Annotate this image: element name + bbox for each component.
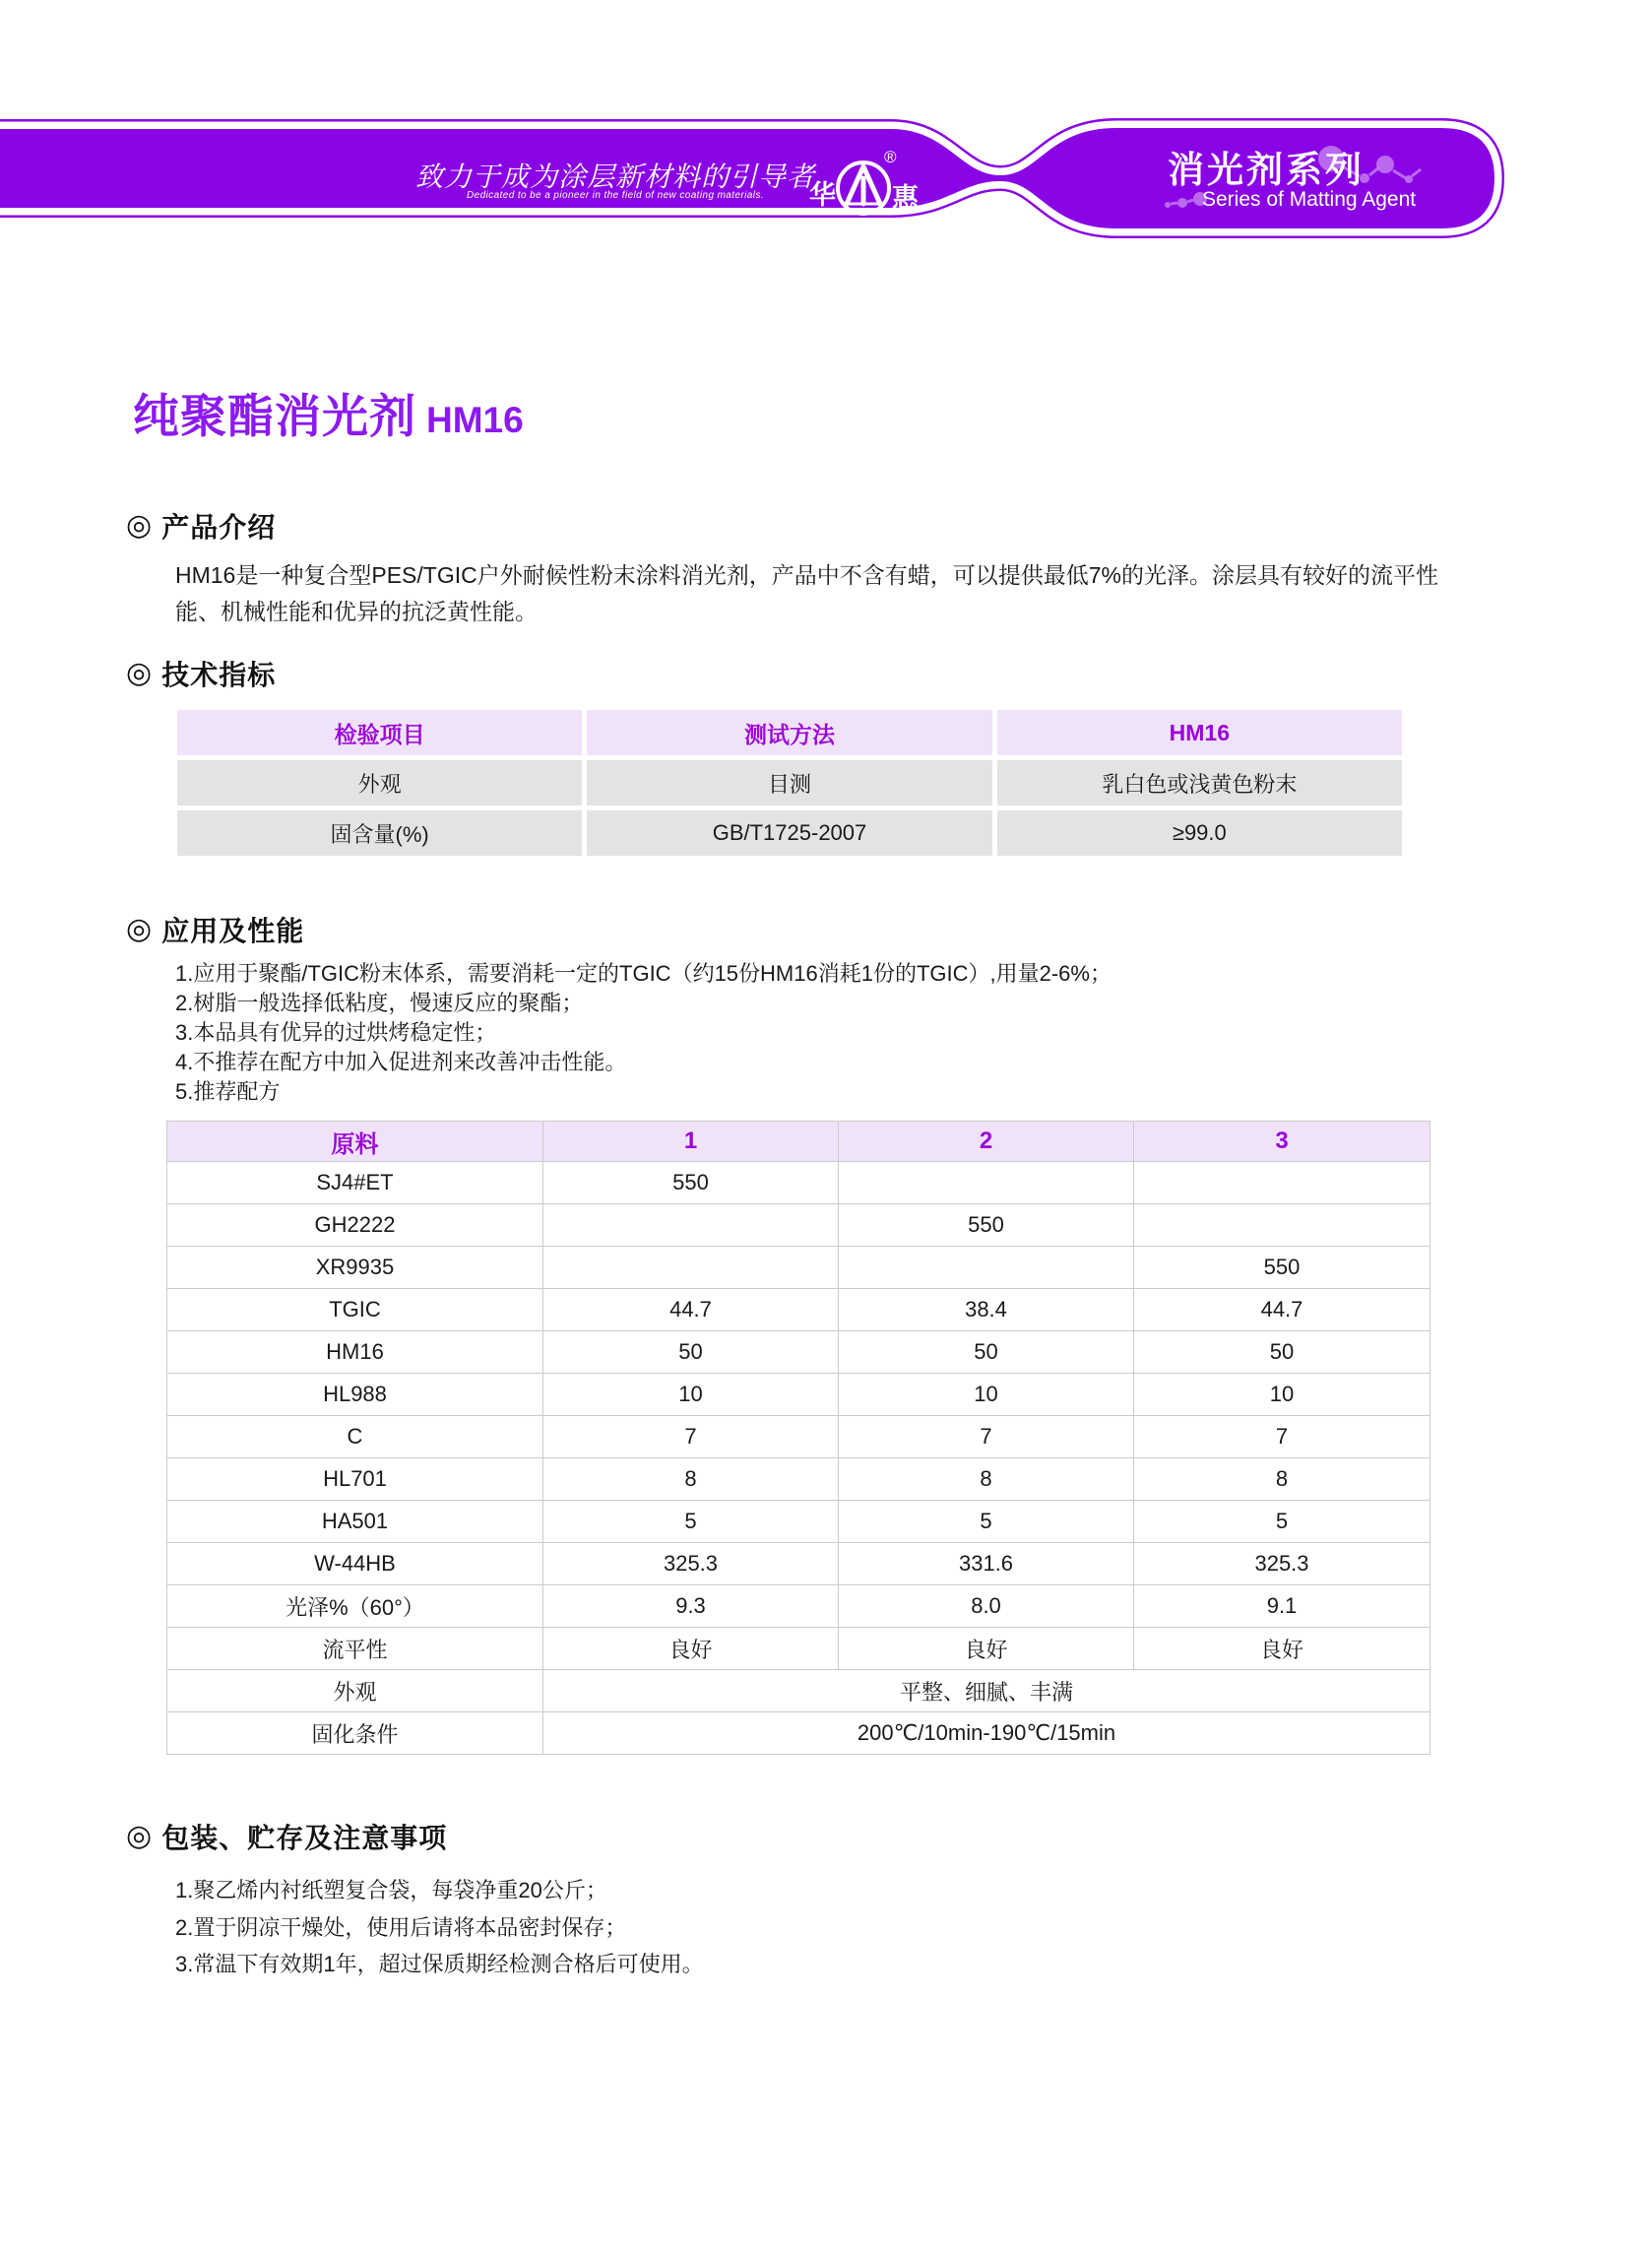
formulation-header-cell: 2 [839, 1122, 1134, 1162]
formulation-cell: 331.6 [839, 1543, 1134, 1585]
formulation-cell: 50 [543, 1331, 839, 1374]
formulation-cell [1134, 1204, 1430, 1247]
section-bullet-icon: ◎ [126, 509, 153, 542]
section-bullet-icon: ◎ [126, 913, 153, 945]
spec-header-cell: 测试方法 [587, 710, 991, 755]
formulation-row-label: HM16 [167, 1331, 543, 1374]
formulation-row-label: HA501 [167, 1501, 543, 1543]
formulation-cell: 38.4 [839, 1289, 1134, 1331]
spec-cell: 目测 [587, 760, 991, 806]
table-row [167, 1670, 1430, 1712]
logo-char-left: 华 [809, 180, 836, 210]
formulation-cell [1134, 1162, 1430, 1204]
formulation-cell: 8 [1134, 1458, 1430, 1501]
formulation-cell: 550 [543, 1162, 839, 1204]
section-heading-specs [126, 654, 276, 693]
list-item: 1.聚乙烯内衬纸塑复合袋，每袋净重20公斤； [175, 1878, 607, 1902]
formulation-row-label: HL701 [167, 1458, 543, 1501]
formulation-row-label: XR9935 [167, 1247, 543, 1289]
formulation-row-label: HL988 [167, 1374, 543, 1416]
table-row [167, 1458, 1430, 1501]
formulation-row-label: 固化条件 [167, 1712, 543, 1755]
formulation-cell: 5 [839, 1501, 1134, 1543]
formulation-header-cell: 3 [1134, 1122, 1430, 1162]
section-label: 包装、贮存及注意事项 [161, 1823, 448, 1853]
formulation-cell: 5 [1134, 1501, 1430, 1543]
section-bullet-icon: ◎ [126, 657, 153, 689]
formulation-cell: 325.3 [1134, 1543, 1430, 1585]
table-row [167, 1543, 1430, 1585]
formulation-cell: 良好 [1134, 1628, 1430, 1670]
formulation-cell: 良好 [543, 1628, 839, 1670]
formulation-cell: 550 [1134, 1247, 1430, 1289]
table-row [167, 1374, 1430, 1416]
formulation-cell: 50 [839, 1331, 1134, 1374]
page-title [133, 380, 524, 446]
logo-char-right: 惠 [892, 183, 919, 213]
formulation-cell [839, 1247, 1134, 1289]
formulation-cell [839, 1162, 1134, 1204]
formulation-cell: 8 [839, 1458, 1134, 1501]
formulation-cell: 8 [543, 1458, 839, 1501]
section-label: 应用及性能 [161, 916, 305, 946]
formulation-cell: 550 [839, 1204, 1134, 1247]
spec-cell: 固含量(%) [177, 810, 582, 856]
list-item: 3.本品具有优异的过烘烤稳定性； [175, 1020, 497, 1045]
section-bullet-icon: ◎ [126, 1820, 153, 1852]
section-heading-intro [126, 506, 276, 546]
spec-header-cell: 检验项目 [177, 710, 582, 755]
spec-table [177, 710, 1402, 856]
formulation-header-cell: 原料 [167, 1122, 543, 1162]
table-row [167, 1712, 1430, 1755]
table-row [167, 1501, 1430, 1543]
list-item: 2.置于阴凉干燥处，使用后请将本品密封保存； [175, 1914, 627, 1940]
table-row [167, 1289, 1430, 1331]
formulation-cell: 9.3 [543, 1585, 839, 1628]
formulation-cell: 44.7 [1134, 1289, 1430, 1331]
product-model: HM16 [426, 400, 524, 440]
formulation-cell: 50 [1134, 1331, 1430, 1374]
formulation-row-label: SJ4#ET [167, 1162, 543, 1204]
table-row [167, 1204, 1430, 1247]
formulation-cell [543, 1204, 839, 1247]
list-item: 4.不推荐在配方中加入促进剂来改善冲击性能。 [175, 1050, 627, 1074]
spec-cell: ≥99.0 [997, 810, 1402, 856]
formulation-header-cell: 1 [543, 1122, 839, 1162]
formulation-cell: 10 [543, 1374, 839, 1416]
banner-tagline-cn: 致力于成为涂层新材料的引导者 [414, 161, 815, 192]
spec-cell: 外观 [177, 760, 582, 806]
banner-tagline-en: Dedicated to be a pioneer in the field of new coating materials. [467, 190, 764, 201]
formulation-span-cell: 平整、细腻、丰满 [543, 1670, 1430, 1712]
section-heading-packaging [126, 1817, 447, 1856]
formulation-row-label: W-44HB [167, 1543, 543, 1585]
list-item: 5.推荐配方 [175, 1079, 281, 1104]
table-row [167, 1247, 1430, 1289]
packaging-list [175, 1872, 704, 1983]
formulation-cell: 9.1 [1134, 1585, 1430, 1628]
registered-trademark-icon: ® [884, 148, 897, 166]
table-row [167, 1162, 1430, 1204]
formulation-cell: 44.7 [543, 1289, 839, 1331]
series-title-cn: 消光剂系列 [1168, 150, 1365, 190]
formulation-cell: 10 [839, 1374, 1134, 1416]
formulation-header-row [167, 1122, 1430, 1162]
formulation-cell: 5 [543, 1501, 839, 1543]
formulation-row-label: 流平性 [167, 1628, 543, 1670]
spec-cell: 乳白色或浅黄色粉末 [997, 760, 1402, 806]
spec-header-cell: HM16 [997, 710, 1402, 755]
banner-ribbon [0, 0, 1652, 258]
formulation-cell: 10 [1134, 1374, 1430, 1416]
formulation-cell: 7 [543, 1416, 839, 1458]
formulation-row-label: 外观 [167, 1670, 543, 1712]
formulation-row-label: GH2222 [167, 1204, 543, 1247]
formulation-row-label: TGIC [167, 1289, 543, 1331]
formulation-head [167, 1122, 1430, 1162]
formulation-row-label: C [167, 1416, 543, 1458]
spec-cell: GB/T1725-2007 [587, 810, 991, 856]
intro-paragraph: HM16是一种复合型PES/TGIC户外耐候性粉末涂料消光剂，产品中不含有蜡，可以提供最低7%的光泽。涂层具有较好的流平性能、机械性能和优异的抗泛黄性能。 [175, 562, 1438, 624]
formulation-cell: 7 [839, 1416, 1134, 1458]
formulation-cell: 325.3 [543, 1543, 839, 1585]
section-label: 技术指标 [161, 660, 277, 690]
series-title-en: Series of Matting Agent [1202, 188, 1417, 211]
formulation-cell: 7 [1134, 1416, 1430, 1458]
formulation-row-label: 光泽%（60°） [167, 1585, 543, 1628]
table-row [167, 1416, 1430, 1458]
formulation-span-cell: 200℃/10min-190℃/15min [543, 1712, 1430, 1755]
table-row [167, 1628, 1430, 1670]
table-row [167, 1585, 1430, 1628]
formulation-cell: 良好 [839, 1628, 1134, 1670]
table-row [167, 1331, 1430, 1374]
formulation-body [167, 1162, 1430, 1755]
section-label: 产品介绍 [161, 512, 277, 543]
list-item: 1.应用于聚酯/TGIC粉末体系，需要消耗一定的TGIC（约15份HM16消耗1份的TGIC）,用量2-6%； [175, 961, 1112, 986]
list-item: 3.常温下有效期1年，超过保质期经检测合格后可使用。 [175, 1952, 704, 1976]
list-item: 2.树脂一般选择低粘度，慢速反应的聚酯； [175, 991, 584, 1015]
formulation-table [166, 1121, 1430, 1755]
formulation-cell [543, 1247, 839, 1289]
section-heading-application [126, 910, 304, 949]
application-list [175, 959, 1112, 1107]
product-name: 纯聚酯消光剂 [133, 390, 416, 442]
formulation-cell: 8.0 [839, 1585, 1134, 1628]
